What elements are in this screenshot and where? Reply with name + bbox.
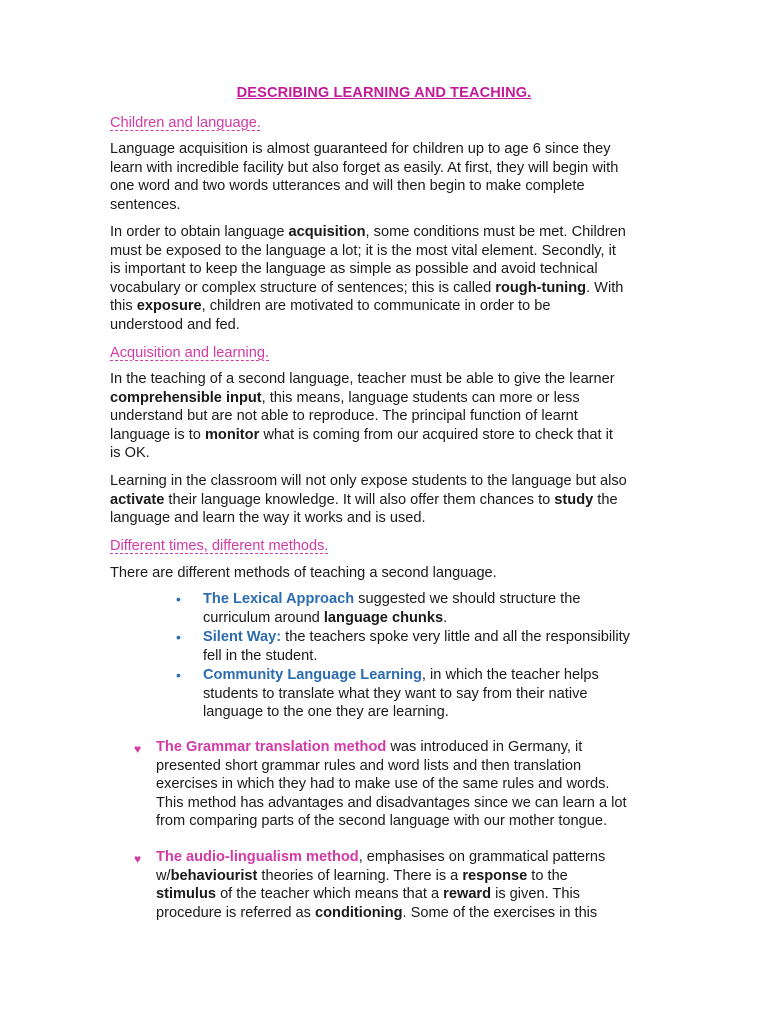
paragraph-classroom <box>110 472 660 528</box>
heart-bullet-icon: ♥ <box>134 852 142 866</box>
text-line: must be exposed to the language a lot; it is the most vital element. Secondly, it <box>110 242 616 259</box>
text-line: language is to monitor what is coming from our acquired store to check that it <box>110 426 613 443</box>
text-line: comprehensible input, this means, language students can more or less <box>110 389 580 406</box>
text-line: from comparing parts of the second language with our mother tongue. <box>156 813 608 830</box>
list-item-text: Community Language Learning, in which the teacher helps students to translate what they want to say from their native language to the one they are learning. <box>203 667 599 721</box>
bullet-icon: • <box>176 591 181 607</box>
heart-bullet-icon: ♥ <box>134 742 142 756</box>
heading-children-and-language: Children and language. <box>110 115 261 131</box>
list-item-text: Silent Way: the teachers spoke very little and all the responsibility fell in the student. <box>203 629 630 664</box>
heading-different-methods: Different times, different methods. <box>110 538 329 554</box>
bullet-icon: • <box>176 629 181 645</box>
page-title: DESCRIBING LEARNING AND TEACHING. <box>236 85 532 101</box>
bullet-icon: • <box>176 667 181 683</box>
text-line: is important to keep the language as simple as possible and avoid technical <box>110 261 598 278</box>
text-line: stimulus of the teacher which means that a reward is given. This <box>156 886 580 903</box>
text-line: sentences. <box>110 196 181 213</box>
text-line: learn with incredible facility but also forget as easily. At first, they will begin with <box>110 159 619 176</box>
text-line: understand but are not able to reproduce. The principal function of learnt <box>110 408 578 425</box>
paragraph-grammar-translation <box>156 738 646 831</box>
text-line: procedure is referred as conditioning. Some of the exercises in this <box>156 904 598 921</box>
text-line: presented short grammar rules and word lists and then translation <box>156 757 582 774</box>
text-line: In the teaching of a second language, teacher must be able to give the learner <box>110 371 615 387</box>
text-line: understood and fed. <box>110 316 240 333</box>
text-line: This method has advantages and disadvantages since we can learn a lot <box>156 794 627 811</box>
heading-acquisition-and-learning: Acquisition and learning. <box>110 345 270 361</box>
text-line: Language acquisition is almost guaranteed for children up to age 6 since they <box>110 141 611 157</box>
text-line: w/behaviourist theories of learning. There is a response to the <box>156 867 568 884</box>
text-line: In order to obtain language acquisition, some conditions must be met. Children <box>110 224 626 240</box>
text-line: language and learn the way it works and is used. <box>110 510 426 527</box>
list-item-text: The Lexical Approach suggested we should structure the curriculum around language chunks. <box>203 591 581 626</box>
text-line: vocabulary or complex structure of sentences; this is called rough-tuning. With <box>110 279 624 296</box>
text-line: one word and two words utterances and will then begin to make complete <box>110 178 585 195</box>
text-line: this exposure, children are motivated to communicate in order to be <box>110 298 551 315</box>
paragraph-second-language <box>110 370 660 463</box>
paragraph-children <box>110 140 660 214</box>
text-line: The audio-lingualism method, emphasises on grammatical patterns <box>156 849 606 865</box>
text-line: is OK. <box>110 445 150 462</box>
text-line: Learning in the classroom will not only expose students to the language but also <box>110 473 627 489</box>
text-line: The Grammar translation method was introduced in Germany, it <box>156 739 583 755</box>
paragraph-acquisition-conditions <box>110 223 660 335</box>
paragraph-methods-intro: There are different methods of teaching a second language. <box>110 565 497 581</box>
text-line: activate their language knowledge. It will also offer them chances to study the <box>110 491 618 508</box>
paragraph-audio-lingualism <box>156 848 646 922</box>
text-line: exercises in which they had to make use of the same rules and words. <box>156 776 610 793</box>
